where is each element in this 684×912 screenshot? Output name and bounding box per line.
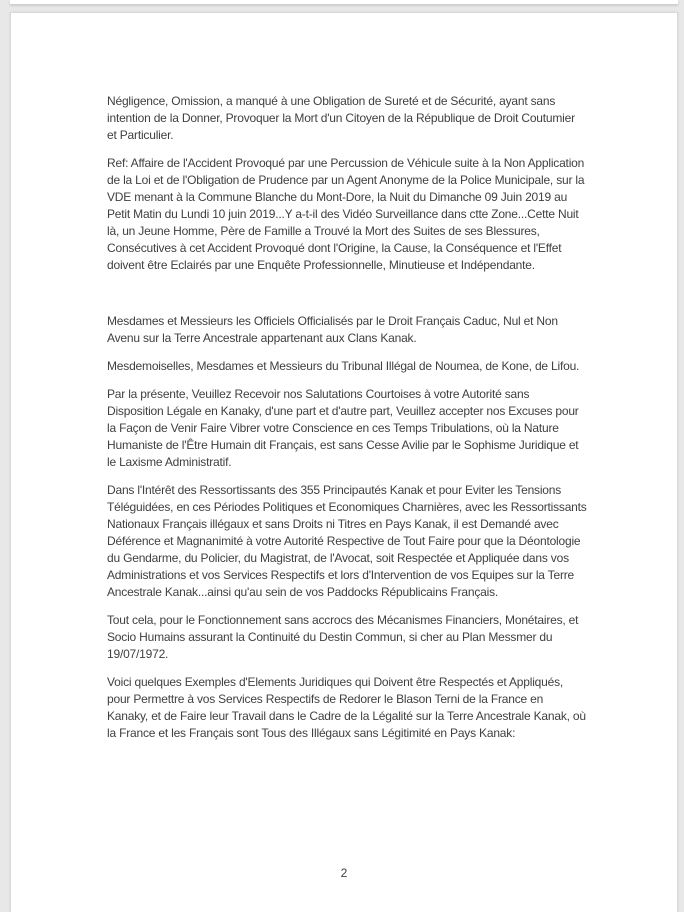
paragraph: Dans l'Intérêt des Ressortissants des 355 Principautés Kanak et pour Eviter les Tensions Téléguidées, en ces Périodes Politiques et Economiques Charnières, avec les Ressortissants Nationaux Français illégaux et sans Droits ni Titres en Pays Kanak, il est Demandé avec Déférence et Magnanimité à votre Autorité Respective de Tout Faire pour que la Déontologie du Gendarme, du Policier, du Magistrat, de l'Avocat, soit Respectée et Appliquée dans vos Administrations et vos Services Respectifs et lors d'Intervention de vos Equipes sur la Terre Ancestrale Kanak...ainsi qu'au sein de vos Paddocks Républicains Français. — [107, 483, 587, 599]
paragraph: Ref: Affaire de l'Accident Provoqué par une Percussion de Véhicule suite à la Non Application de la Loi et de l'Obligation de Prudence par un Agent Anonyme de la Police Municipale, sur la VDE menant à la Commune Blanche du Mont-Dore, la Nuit du Dimanche 09 Juin 2019 au Petit Matin du Lundi 10 juin 2019...Y a-t-il des Vidéo Surveillance dans ctte Zone...Cette Nuit là, un Jeune Homme, Père de Famille a Trouvé la Mort des Suites de ses Blessures, Consécutives à cet Accident Provoqué dont l'Origine, la Cause, la Conséquence et l'Effet doivent être Eclairés par une Enquête Professionnelle, Minutieuse et Indépendante. — [107, 156, 585, 272]
paragraph: Par la présente, Veuillez Recevoir nos Salutations Courtoises à votre Autorité sans Disposition Légale en Kanaky, d'une part et d'autre part, Veuillez accepter nos Excuses pour la Façon de Venir Faire Vibrer votre Conscience en ces Temps Tribulations, où la Nature Humaniste de l'Être Humain dit Français, est sans Cesse Avilie par le Sophisme Juridique et le Laxisme Administratif. — [107, 387, 579, 469]
document-page[interactable] — [10, 12, 678, 912]
paragraph: Voici quelques Exemples d'Elements Juridiques qui Doivent être Respectés et Appliqués, pour Permettre à vos Services Respectifs de Redorer le Blason Terni de la France en Kanaky, et de Faire leur Travail dans le Cadre de la Légalité sur la Terre Ancestrale Kanak, où la France et les Français sont Tous des Illégaux sans Légitimité en Pays Kanak: — [107, 675, 586, 740]
paragraph: Négligence, Omission, a manqué à une Obligation de Sureté et de Sécurité, ayant sans intention de la Donner, Provoquer la Mort d'un Citoyen de la République de Droit Coutumier et Particulier. — [107, 94, 575, 142]
paragraph: Mesdemoiselles, Mesdames et Messieurs du Tribunal Illégal de Noumea, de Kone, de Lifou. — [107, 359, 580, 373]
page-content — [11, 13, 677, 742]
paragraph: Mesdames et Messieurs les Officiels Officialisés par le Droit Français Caduc, Nul et Non Avenu sur la Terre Ancestrale appartenant aux Clans Kanak. — [107, 314, 558, 345]
previous-page-bottom-edge — [10, 0, 678, 5]
paragraph-empty — [107, 285, 587, 302]
paragraph: Tout cela, pour le Fonctionnement sans accrocs des Mécanismes Financiers, Monétaires, et Socio Humains assurant la Continuité du Destin Commun, si cher au Plan Messmer du 19/07/1972. — [107, 613, 579, 661]
page-number: 2 — [340, 866, 348, 880]
